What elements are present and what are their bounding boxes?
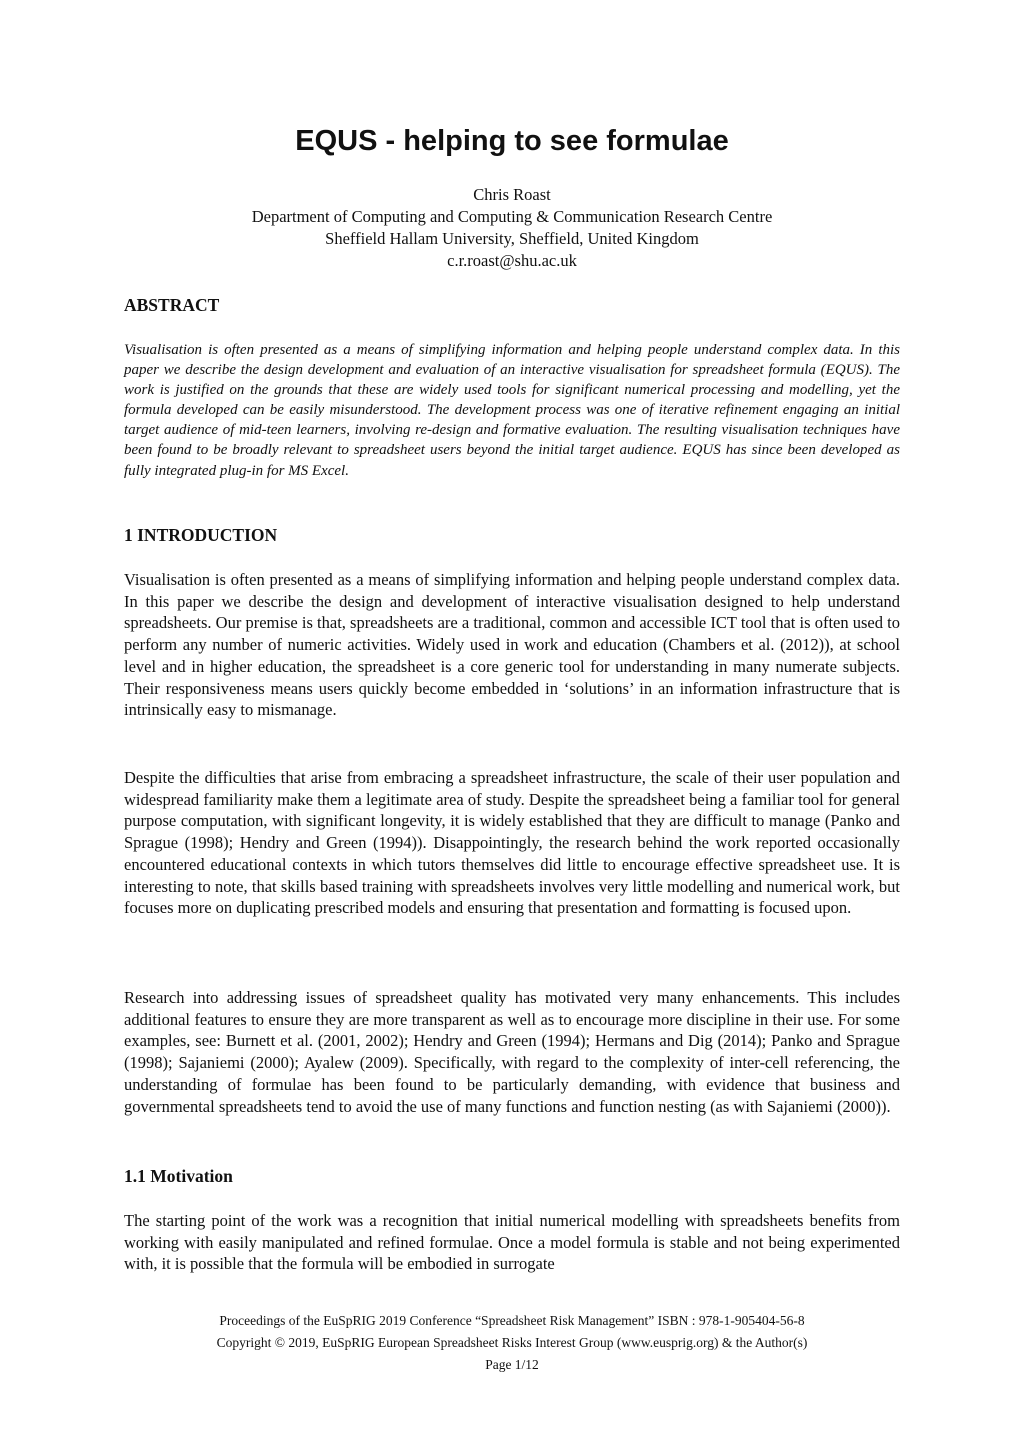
footer-page-number: Page 1/12: [485, 1357, 539, 1372]
introduction-heading: 1 INTRODUCTION: [124, 525, 278, 545]
page-footer: [124, 1310, 900, 1376]
author-affiliation-department: Department of Computing and Computing & Communication Research Centre: [251, 207, 773, 226]
footer-copyright: Copyright © 2019, EuSpRIG European Spreadsheet Risks Interest Group (www.eusprig.org) & the Author(s): [216, 1335, 808, 1350]
abstract-heading: ABSTRACT: [124, 295, 220, 315]
author-name: Chris Roast: [473, 185, 551, 204]
author-affiliation-university: Sheffield Hallam University, Sheffield, United Kingdom: [325, 229, 699, 248]
footer-proceedings: Proceedings of the EuSpRIG 2019 Conference “Spreadsheet Risk Management” ISBN : 978-1-905404-56-8: [219, 1313, 805, 1328]
author-block: [124, 184, 900, 272]
intro-paragraph-2: Despite the difficulties that arise from embracing a spreadsheet infrastructure, the scale of their user population and widespread familiarity make them a legitimate area of study. Despite the spreadsheet being a familiar tool for general purpose computation, with significant longevity, it is widely established that they are difficult to manage (Panko and Sprague (1998); Hendry and Green (1994)). Disappointingly, the research behind the work reported occasionally encountered educational contexts in which tutors themselves did little to encourage effective spreadsheet use. It is interesting to note, that skills based training with spreadsheets involves very little modelling and numerical work, but focuses more on duplicating prescribed models and ensuring that presentation and formatting is focused upon.: [124, 768, 900, 918]
paper-title: EQUS - helping to see formulae: [295, 125, 729, 157]
author-email: c.r.roast@shu.ac.uk: [447, 251, 577, 270]
motivation-heading: 1.1 Motivation: [124, 1166, 233, 1186]
abstract-text: Visualisation is often presented as a means of simplifying information and helping people understand complex data. In this paper we describe the design development and evaluation of an interactive visualisation for spreadsheet formula (EQUS). The work is justified on the grounds that these are widely used tools for significant numerical processing and modelling, yet the formula developed can be easily misunderstood. The development process was one of iterative refinement engaging an initial target audience of mid-teen learners, involving re-design and formative evaluation. The resulting visualisation techniques have been found to be broadly relevant to spreadsheet users beyond the initial target audience. EQUS has since been developed as fully integrated plug-in for MS Excel.: [124, 342, 900, 479]
intro-paragraph-3: Research into addressing issues of spreadsheet quality has motivated very many enhancements. This includes additional features to ensure they are more transparent as well as to encourage more discipline in their use. For some examples, see: Burnett et al. (2001, 2002); Hendry and Green (1994); Hermans and Dig (2014); Panko and Sprague (1998); Sajaniemi (2000); Ayalew (2009). Specifically, with regard to the complexity of inter-cell referencing, the understanding of formulae has been found to be particularly demanding, with evidence that business and governmental spreadsheets tend to avoid the use of many functions and function nesting (as with Sajaniemi (2000)).: [124, 988, 900, 1116]
motivation-paragraph: The starting point of the work was a recognition that initial numerical modelling with spreadsheets benefits from working with easily manipulated and refined formulae. Once a model formula is stable and not being experimented with, it is possible that the formula will be embodied in surrogate: [124, 1211, 900, 1274]
paper-page: [124, 0, 900, 1449]
intro-paragraph-1: Visualisation is often presented as a means of simplifying information and helping people understand complex data. In this paper we describe the design and development of interactive visualisation designed to help understand spreadsheets. Our premise is that, spreadsheets are a traditional, common and accessible ICT tool that is often used to perform any number of numeric activities. Widely used in work and education (Chambers et al. (2012)), at school level and in higher education, the spreadsheet is a core generic tool for understanding in many numerate subjects. Their responsiveness means users quickly become embedded in ‘solutions’ in an information infrastructure that is intrinsically easy to mismanage.: [124, 570, 900, 720]
